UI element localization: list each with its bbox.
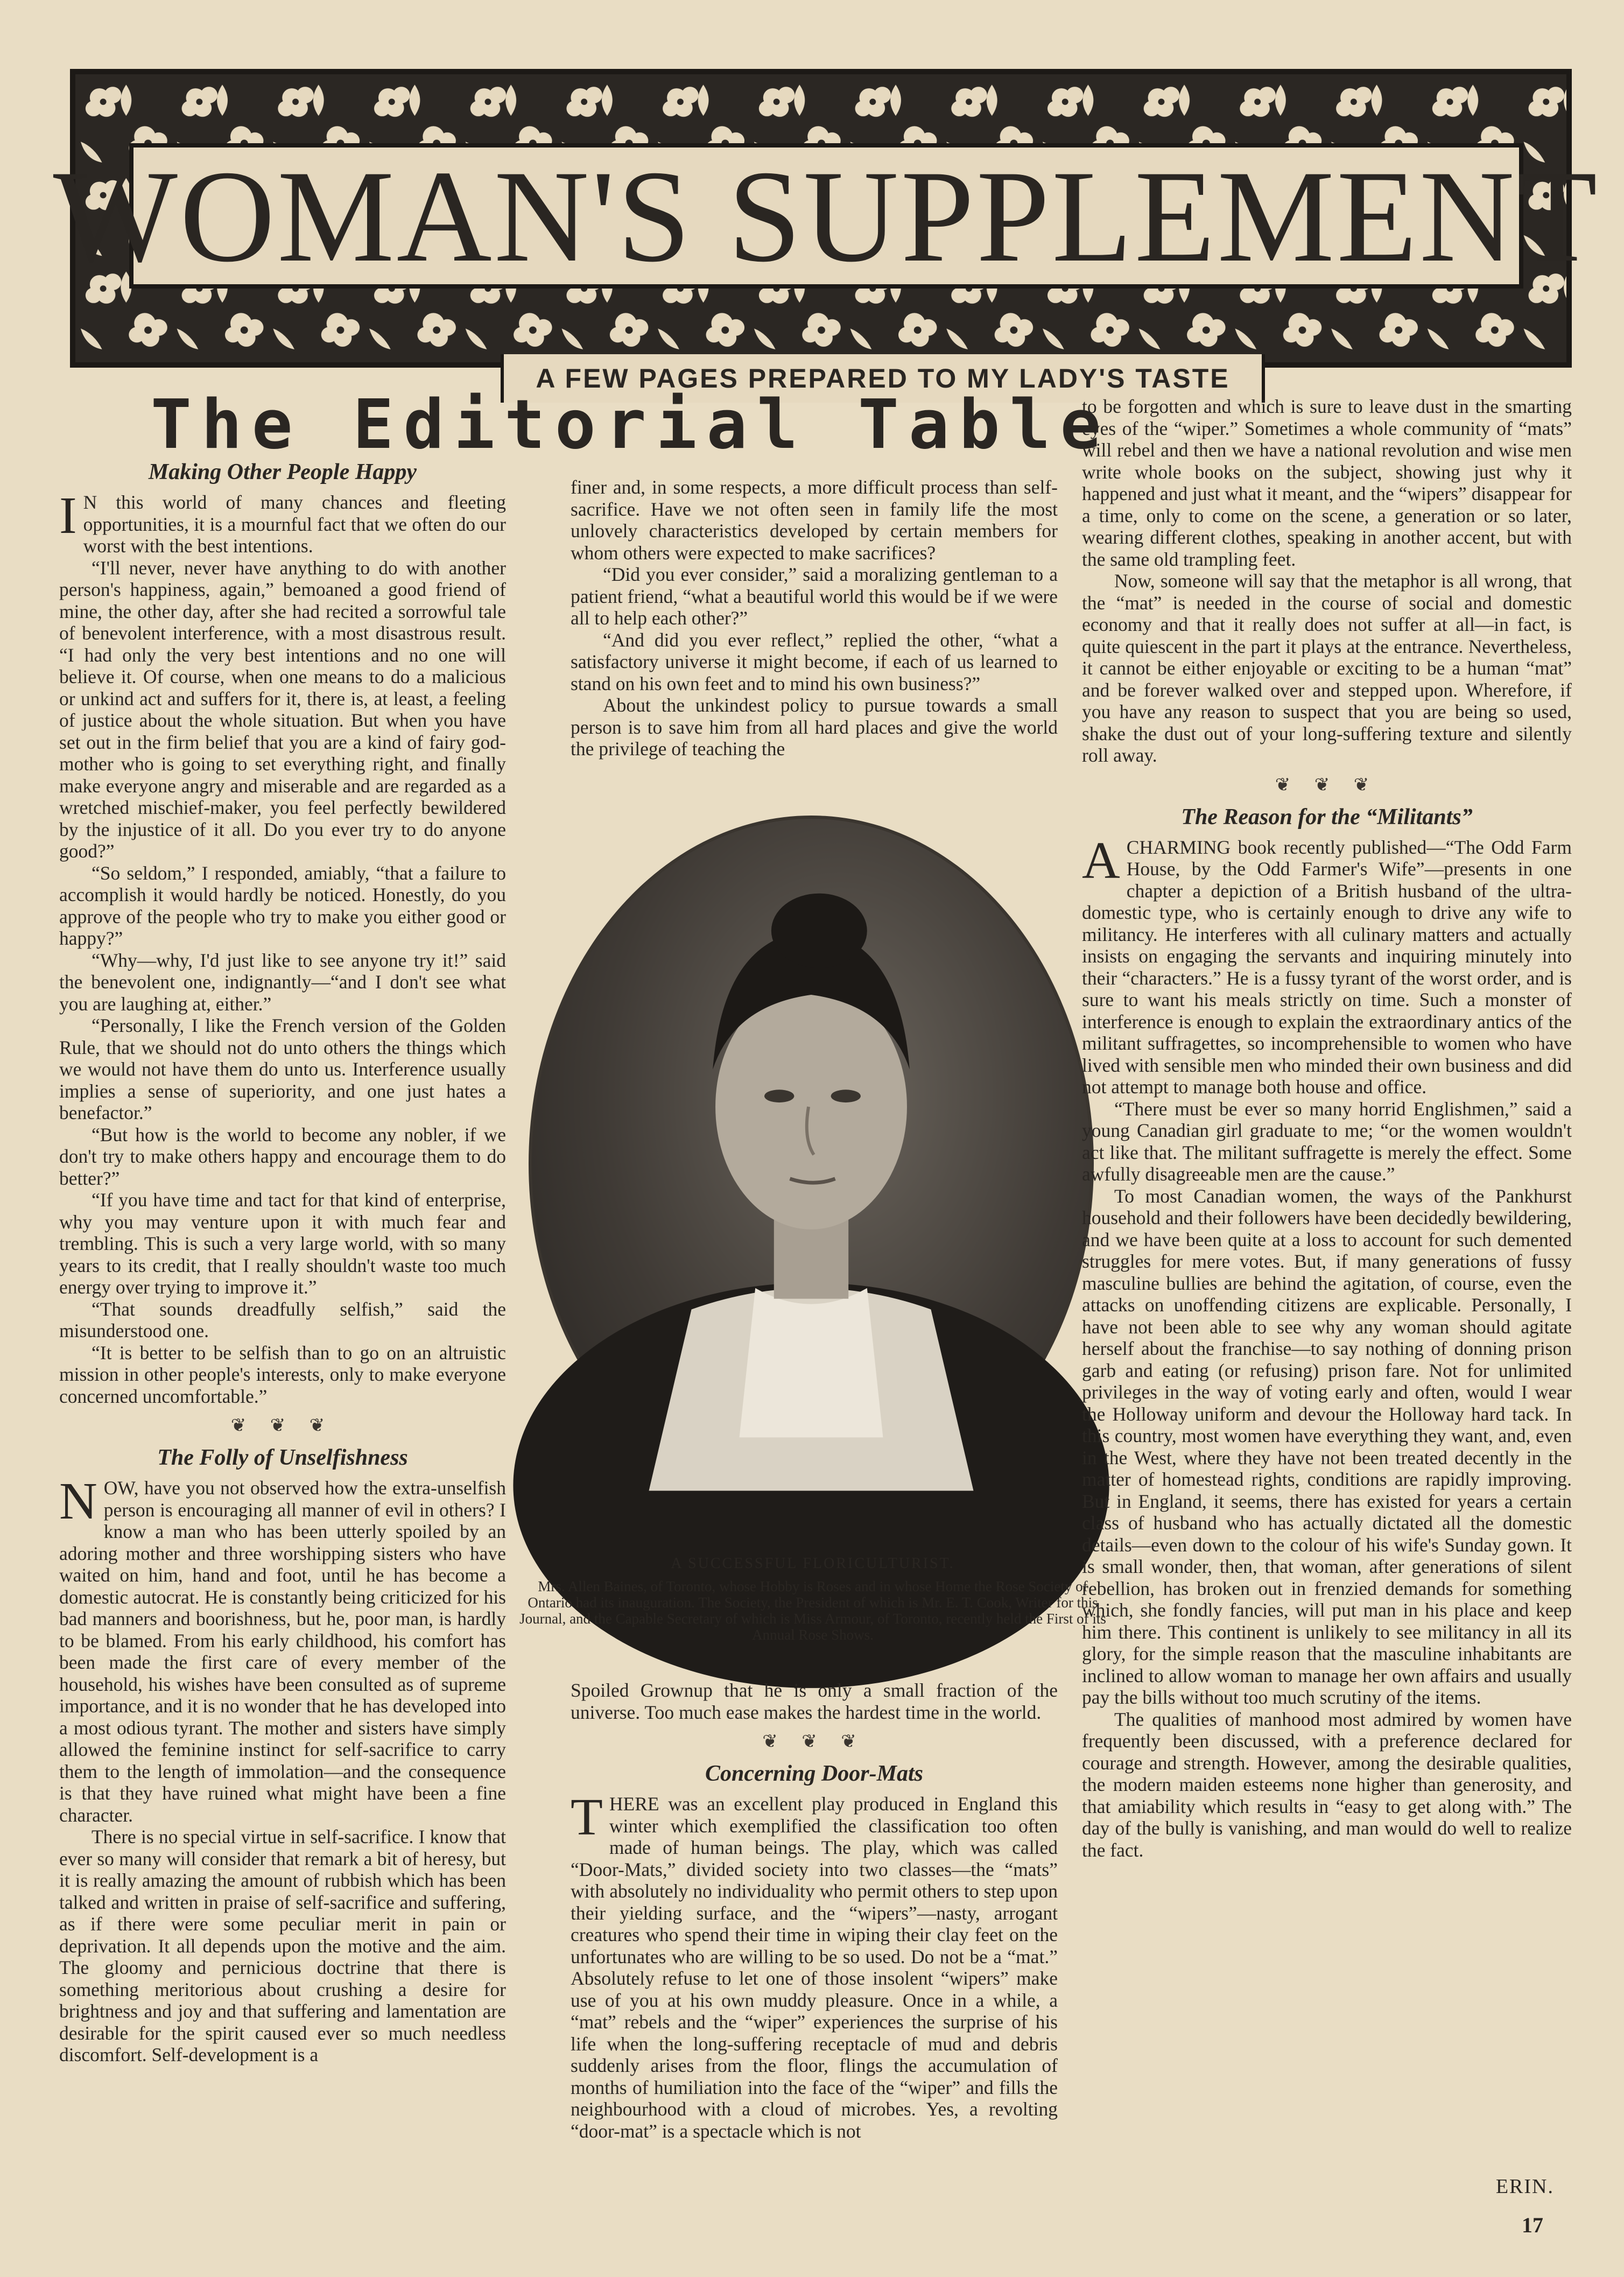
dropcap: N [59, 1472, 97, 1530]
section-ornament: ❦ ❦ ❦ [230, 1416, 335, 1436]
portrait-illustration [532, 819, 1091, 1509]
section-ornament: ❦ ❦ ❦ [1275, 775, 1379, 795]
paragraph: “And did you ever reflect,” replied the other, “what a satisfactory universe it might become, if each of us learned to stand on his own feet and to mind his own business?” [571, 629, 1058, 694]
heading-folly: The Folly of Unselfishness [157, 1445, 408, 1470]
paragraph: “Why—why, I'd just like to see anyone try it!” said the benevolent one, indignantly—“and I don't see what you are laughing at, either.” [59, 949, 506, 1015]
section-ornament: ❦ ❦ ❦ [762, 1732, 866, 1752]
column-middle-top [571, 476, 1058, 760]
paragraph: NOW, have you not observed how the extra-unselfish person is encouraging all manner of evil in others? I know a man who has been utterly spoiled by an adoring mother and three worshipping sisters who have waited on him, hand and foot, until he has become a domestic autocrat. He is constantly being criticized for his bad manners and boorishness, but he, poor man, is hardly to be blamed. From his early childhood, his comfort has been made the first care of every member of the household, his wishes have been consulted as of supreme importance, and it is no wonder that he has developed into a most odious tyrant. The mother and sisters have simply allowed the feminine instinct for self-sacrifice to carry them to the length of immolation—and the consequence is that they have ruined what might have been a fine character. [59, 1472, 506, 1826]
paragraph: “If you have time and tact for that kind of enterprise, why you may venture upon it with much fear and trembling. This is such a very large world, with so many years to its credit, that I really shouldn't waste too much energy over trying to improve it.” [59, 1189, 506, 1298]
column-middle-bottom [571, 1679, 1058, 2142]
paragraph: to be forgotten and which is sure to leave dust in the smarting eyes of the “wiper.” Sometimes a whole community of “mats” will rebel and then we have a national revolution and wise men write whole books on the subject, showing just why it happened and just what it meant, and the “wipers” disappear for a time, only to come on the scene, a generation or so later, wearing different clothes, speaking in another accent, but with the same old trampling feet. [1082, 396, 1572, 570]
paragraph: “So seldom,” I responded, amiably, “that a failure to accomplish it would hardly be noticed. Honestly, do you approve of the people who try to make you either good or happy?” [59, 862, 506, 949]
paragraph: “Did you ever consider,” said a moralizing gentleman to a patient friend, “what a beautiful world this would be if we were all to help each other?” [571, 564, 1058, 629]
paragraph: “That sounds dreadfully selfish,” said the misunderstood one. [59, 1298, 506, 1341]
heading-militants: The Reason for the “Militants” [1181, 804, 1473, 830]
paragraph: “I'll never, never have anything to do with another person's happiness, again,” bemoaned a good friend of mine, the other day, after she had recited a sorrowful tale of benevolent interference, with a most disastrous result. “I had only the very best intentions and no one will believe it. Of course, when one means to do a malicious or unkind act and suffers for it, there is, at least, a feeling of justice about the whole situation. But when you have set out in the firm belief that you are a kind of fairy god-mother who is going to set everything right, and finally make everyone angry and miserable and are regarded as a wretched mischief-maker, you feel perfectly bewildered by the injustice of it all. Do you ever try to do anyone good?” [59, 557, 506, 862]
paragraph: To most Canadian women, the ways of the Pankhurst household and their followers have been decidedly bewildering, and we have been quite at a loss to account for such demented struggles for mere votes. But, if many generations of fussy masculine bullies are behind the agitation, of course, even the attacks on unoffending citizens are explicable. Personally, I have not been able to see why any woman should agitate herself about the franchise—to say nothing of donning prison garb and eating (or refusing) prison fare. Not for unlimited privileges in the way of voting early and often, would I wear the Holloway uniform and devour the Holloway hard tack. In this country, most women have everything they want, and, even in the West, where they have not been treated decently in the matter of homestead rights, conditions are rapidly improving. But in England, it seems, there has existed for years a certain class of husband who has actually dictated all the domestic details—even down to the colour of his wife's Sunday gown. It is small wonder, then, that woman, after generations of silent rebellion, has broken out in frenzied demands for something which, she fondly fancies, will put man in his place and keep him there. This continent is unlikely to see militancy in all its glory, for the simple reason that the masculine inhabitants are inclined to allow woman to manage her own affairs and usually pay the bills without too much scrutiny of the items. [1082, 1185, 1572, 1708]
banner-subtitle: A FEW PAGES PREPARED TO MY LADY'S TASTE [536, 363, 1230, 393]
paragraph: “It is better to be selfish than to go on an altruistic mission in other people's interests, only to make everyone concerned uncomfortable.” [59, 1341, 506, 1407]
dropcap: A [1082, 831, 1120, 890]
author-signature: ERIN. [1495, 2175, 1554, 2198]
paragraph: “Personally, I like the French version of the Golden Rule, that we should not do unto others the things which we would not have them do unto us. Interference usually implies a sense of superiority, and one just hates a benefactor.” [59, 1015, 506, 1123]
editorial-title: The Editorial Table [151, 385, 1111, 464]
paragraph: Now, someone will say that the metaphor is all wrong, that the “mat” is needed in the course of social and domestic economy and that it really does not suffer at all—in fact, is quite quiescent in the part it plays at the entrance. Nevertheless, it cannot be either enjoyable or exciting to be a human “mat” and be forever walked over and stepped upon. Wherefore, if you have any reason to suspect that you are being so used, shake the dust out of your long-suffering texture and silently roll away. [1082, 570, 1572, 766]
column-right [1082, 396, 1572, 1861]
heading-making-happy: Making Other People Happy [148, 460, 417, 484]
paragraph: “There must be ever so many horrid Englishmen,” said a young Canadian girl graduate to me; “or the women wouldn't act like that. The militant suffragette is merely the effect. Some awfully disagreeable men are the cause.” [1082, 1098, 1572, 1185]
heading-doormats: Concerning Door-Mats [705, 1761, 923, 1786]
dropcap: I [59, 487, 77, 545]
supplement-banner [53, 69, 1600, 393]
dropcap: T [571, 1788, 603, 1846]
paragraph: “But how is the world to become any nobler, if we don't try to make others happy and encourage them to do better?” [59, 1123, 506, 1189]
banner-title-panel [53, 143, 1600, 289]
paragraph: About the unkindest policy to pursue towards a small person is to save him from all hard places and give the world the privilege of teaching the [571, 694, 1058, 760]
portrait-photo [529, 816, 1094, 1513]
paragraph: There is no special virtue in self-sacrifice. I know that ever so many will consider that remark a bit of heresy, but it is really amazing the amount of rubbish which has been talked and written in praise of self-sacrifice and suffering, as if there were some peculiar merit in pain or deprivation. It all depends upon the motive and the aim. The gloomy and pernicious doctrine that there is something meritorious about crushing a desire for brightness and joy and that suffering and lamentation are desirable for the spirit caused ever so much needless discomfort. Self-development is a [59, 1826, 506, 2065]
paragraph: ACHARMING book recently published—“The Odd Farm House, by the Odd Farmer's Wife”—presents in one chapter a depiction of a British husband of the ultra-domestic type, who is certainly enough to drive any wife to militancy. He interferes with all culinary matters and actually insists on engaging the servants and inquiring minutely into their “characters.” He is a fussy tyrant of the worst order, and is sure to want his meals strictly on time. Such a monster of interference is enough to explain the extraordinary antics of the militant suffragettes, so incomprehensible to women who have lived with sensible men who minded their own business and did not attempt to manage both house and office. [1082, 831, 1572, 1098]
column-left [59, 455, 506, 2066]
paragraph: Spoiled Grownup that he is only a small fraction of the universe. Too much ease makes the hardest time in the world. [571, 1679, 1058, 1723]
banner-title: WOMAN'S SUPPLEMENT [53, 143, 1600, 289]
paragraph: I N this world of many chances and fleeting opportunities, it is a mournful fact that we often do our worst with the best intentions. [59, 487, 506, 557]
paragraph: THERE was an excellent play produced in England this winter which exemplified the classification too often made of human beings. The play, which was called “Door-Mats,” divided society into two classes—the “mats” with absolutely no individuality who permit others to step upon their yielding surface, and the “wipers”—nasty, arrogant creatures who spend their time in wiping their clay feet on the unfortunates who are willing to be so used. Do not be a “mat.” Absolutely refuse to let one of those insolent “wipers” make use of you at his own muddy pleasure. Once in a while, a “mat” rebels and the “wiper” experiences the surprise of his life when the long-suffering receptacle of mud and debris suddenly arises from the floor, flings the accumulation of months of humiliation into the face of the “wiper” and fills the neighbourhood with a cloud of microbes. Yes, a revolting “door-mat” is a spectacle which is not [571, 1788, 1058, 2142]
page-number: 17 [1522, 2213, 1543, 2237]
paragraph: finer and, in some respects, a more difficult process than self-sacrifice. Have we not often seen in family life the most unlovely characteristics developed by certain members for whom others were expected to make sacrifices? [571, 476, 1058, 564]
caption-title: A SUCCESSFUL FLORICULTURIST. [671, 1555, 955, 1572]
paragraph: The qualities of manhood most admired by women have frequently been discussed, with a preference declared for courage and strength. However, among the desirable qualities, the modern maiden esteems none higher than generosity, and that amiability which results in “easy to get along with.” The day of the bully is vanishing, and man would do well to realize the fact. [1082, 1708, 1572, 1861]
caption-body: Mrs. Allen Baines, of Toronto, whose Hobby is Roses and in whose Home the Rose Society of Ontario had its inauguration. The Society, the President of which is Mr. E. T. Cook, Writer for this Journal, and the Capable Secretary of which is Miss Armour, of Toronto, recently held the First of its Annual Rose Shows. [519, 1578, 1106, 1643]
photo-caption [519, 1556, 1106, 1643]
